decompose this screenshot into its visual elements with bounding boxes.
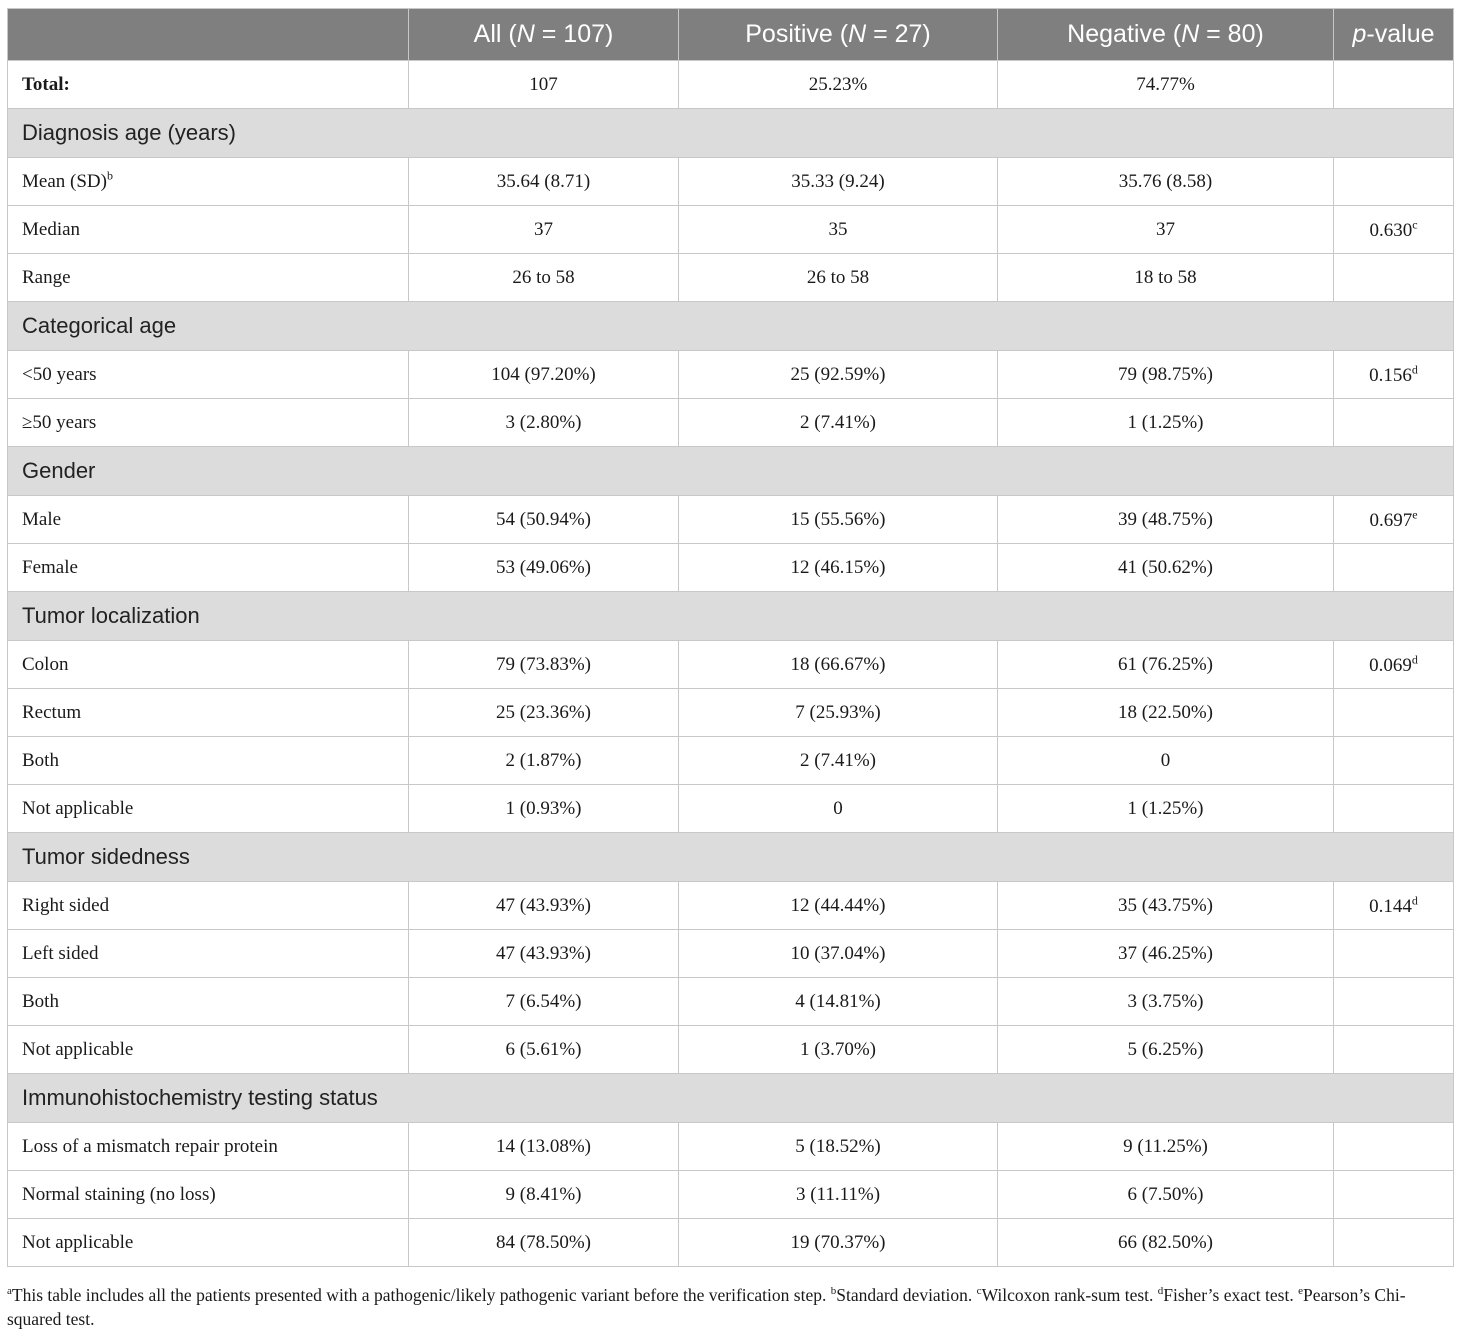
- header-positive: Positive (N = 27): [679, 9, 998, 61]
- total-pvalue: [1334, 61, 1454, 109]
- row-label: Rectum: [8, 689, 409, 737]
- cell-pvalue: [1334, 1219, 1454, 1267]
- cell-positive: 3 (11.11%): [679, 1171, 998, 1219]
- cell-negative: 5 (6.25%): [998, 1026, 1334, 1074]
- cell-positive: 7 (25.93%): [679, 689, 998, 737]
- cell-pvalue: 0.156$^d$: [1334, 351, 1454, 399]
- cell-negative: 61 (76.25%): [998, 641, 1334, 689]
- row-label: Colon: [8, 641, 409, 689]
- cell-positive: 26 to 58: [679, 254, 998, 302]
- cell-negative: 79 (98.75%): [998, 351, 1334, 399]
- row-label: Normal staining (no loss): [8, 1171, 409, 1219]
- cell-positive: 5 (18.52%): [679, 1123, 998, 1171]
- cell-negative: 18 (22.50%): [998, 689, 1334, 737]
- cell-negative: 35.76 (8.58): [998, 158, 1334, 206]
- cell-pvalue: [1334, 544, 1454, 592]
- total-negative: 74.77%: [998, 61, 1334, 109]
- header-blank: [8, 9, 409, 61]
- cell-positive: 12 (44.44%): [679, 882, 998, 930]
- table-row: [8, 254, 1454, 302]
- total-label: Total:: [8, 61, 409, 109]
- table-row: [8, 496, 1454, 544]
- cell-positive: 10 (37.04%): [679, 930, 998, 978]
- total-row: [8, 61, 1454, 109]
- table-footnote: $^a$This table includes all the patients presented with a pathogenic/likely pathogenic variant before the verification step. $^b$Standard deviation. $^c$Wilcoxon rank-sum test. $^d$Fisher’s exact test. $^e$Pearson’s Chi-squared test.: [7, 1285, 1406, 1329]
- cell-pvalue: [1334, 689, 1454, 737]
- table-row: [8, 785, 1454, 833]
- row-label: Right sided: [8, 882, 409, 930]
- row-label: Loss of a mismatch repair protein: [8, 1123, 409, 1171]
- cell-negative: 41 (50.62%): [998, 544, 1334, 592]
- cell-pvalue: [1334, 1171, 1454, 1219]
- row-label: Not applicable: [8, 1219, 409, 1267]
- cell-all: 84 (78.50%): [409, 1219, 679, 1267]
- cell-positive: 18 (66.67%): [679, 641, 998, 689]
- cell-positive: 4 (14.81%): [679, 978, 998, 1026]
- header-negative: Negative (N = 80): [998, 9, 1334, 61]
- table-row: [8, 689, 1454, 737]
- cell-positive: 35: [679, 206, 998, 254]
- section-tumor-sidedness: [8, 833, 1454, 882]
- section-tumor-localization: [8, 592, 1454, 641]
- section-title: Gender: [8, 447, 1454, 496]
- cell-pvalue: 0.069$^d$: [1334, 641, 1454, 689]
- cell-pvalue: 0.697e: [1334, 496, 1454, 544]
- cell-all: 1 (0.93%): [409, 785, 679, 833]
- cell-all: 7 (6.54%): [409, 978, 679, 1026]
- cell-negative: 1 (1.25%): [998, 785, 1334, 833]
- header-pvalue: p-value: [1334, 9, 1454, 61]
- cell-all: 6 (5.61%): [409, 1026, 679, 1074]
- table-row: [8, 1219, 1454, 1267]
- row-label: Male: [8, 496, 409, 544]
- header-row: [8, 9, 1454, 61]
- cell-all: 79 (73.83%): [409, 641, 679, 689]
- cell-negative: 18 to 58: [998, 254, 1334, 302]
- section-gender: [8, 447, 1454, 496]
- cell-pvalue: [1334, 737, 1454, 785]
- cell-all: 25 (23.36%): [409, 689, 679, 737]
- cell-negative: 37: [998, 206, 1334, 254]
- section-categorical-age: [8, 302, 1454, 351]
- cell-positive: 12 (46.15%): [679, 544, 998, 592]
- section-title: Tumor localization: [8, 592, 1454, 641]
- cell-pvalue: [1334, 254, 1454, 302]
- cell-positive: 1 (3.70%): [679, 1026, 998, 1074]
- table-row: [8, 641, 1454, 689]
- table-row: [8, 399, 1454, 447]
- cell-all: 47 (43.93%): [409, 930, 679, 978]
- cell-all: 26 to 58: [409, 254, 679, 302]
- table-row: [8, 882, 1454, 930]
- table-row: [8, 544, 1454, 592]
- row-label: Left sided: [8, 930, 409, 978]
- section-title: Immunohistochemistry testing status: [8, 1074, 1454, 1123]
- row-label: Not applicable: [8, 1026, 409, 1074]
- cell-all: 35.64 (8.71): [409, 158, 679, 206]
- table-row: [8, 737, 1454, 785]
- table-row: [8, 978, 1454, 1026]
- cell-all: 54 (50.94%): [409, 496, 679, 544]
- cell-positive: 35.33 (9.24): [679, 158, 998, 206]
- row-label: Female: [8, 544, 409, 592]
- cell-negative: 0: [998, 737, 1334, 785]
- table-row: [8, 158, 1454, 206]
- row-label: Median: [8, 206, 409, 254]
- cell-negative: 3 (3.75%): [998, 978, 1334, 1026]
- cell-pvalue: [1334, 399, 1454, 447]
- row-label: Both: [8, 978, 409, 1026]
- table-row: [8, 206, 1454, 254]
- total-positive: 25.23%: [679, 61, 998, 109]
- row-label: Not applicable: [8, 785, 409, 833]
- cell-all: 14 (13.08%): [409, 1123, 679, 1171]
- cell-all: 53 (49.06%): [409, 544, 679, 592]
- table-row: [8, 1123, 1454, 1171]
- section-title: Categorical age: [8, 302, 1454, 351]
- cell-positive: 2 (7.41%): [679, 399, 998, 447]
- section-diagnosis-age: [8, 109, 1454, 158]
- cell-positive: 0: [679, 785, 998, 833]
- cell-negative: 1 (1.25%): [998, 399, 1334, 447]
- cell-all: 37: [409, 206, 679, 254]
- section-title: Diagnosis age (years): [8, 109, 1454, 158]
- cell-pvalue: 0.144$^d$: [1334, 882, 1454, 930]
- cell-pvalue: [1334, 1123, 1454, 1171]
- total-all: 107: [409, 61, 679, 109]
- cell-positive: 2 (7.41%): [679, 737, 998, 785]
- cell-positive: 15 (55.56%): [679, 496, 998, 544]
- cell-all: 104 (97.20%): [409, 351, 679, 399]
- cell-pvalue: [1334, 930, 1454, 978]
- section-ihc-status: [8, 1074, 1454, 1123]
- table-row: [8, 930, 1454, 978]
- cell-all: 2 (1.87%): [409, 737, 679, 785]
- cell-negative: 39 (48.75%): [998, 496, 1334, 544]
- row-label: Both: [8, 737, 409, 785]
- cell-all: 3 (2.80%): [409, 399, 679, 447]
- cell-all: 9 (8.41%): [409, 1171, 679, 1219]
- cell-pvalue: [1334, 1026, 1454, 1074]
- cell-negative: 9 (11.25%): [998, 1123, 1334, 1171]
- table-row: [8, 1026, 1454, 1074]
- cell-negative: 66 (82.50%): [998, 1219, 1334, 1267]
- cell-negative: 35 (43.75%): [998, 882, 1334, 930]
- header-all: All (N = 107): [409, 9, 679, 61]
- table-row: [8, 351, 1454, 399]
- row-label: ≥50 years: [8, 399, 409, 447]
- cell-positive: 25 (92.59%): [679, 351, 998, 399]
- section-title: Tumor sidedness: [8, 833, 1454, 882]
- cell-pvalue: [1334, 158, 1454, 206]
- cell-pvalue: [1334, 978, 1454, 1026]
- cell-all: 47 (43.93%): [409, 882, 679, 930]
- table-row: [8, 1171, 1454, 1219]
- characteristics-table: [7, 8, 1454, 1267]
- row-label: <50 years: [8, 351, 409, 399]
- cell-positive: 19 (70.37%): [679, 1219, 998, 1267]
- cell-pvalue: 0.630$^c$: [1334, 206, 1454, 254]
- cell-pvalue: [1334, 785, 1454, 833]
- row-label: Range: [8, 254, 409, 302]
- cell-negative: 37 (46.25%): [998, 930, 1334, 978]
- row-label: Mean (SD)$^b$: [8, 158, 409, 206]
- cell-negative: 6 (7.50%): [998, 1171, 1334, 1219]
